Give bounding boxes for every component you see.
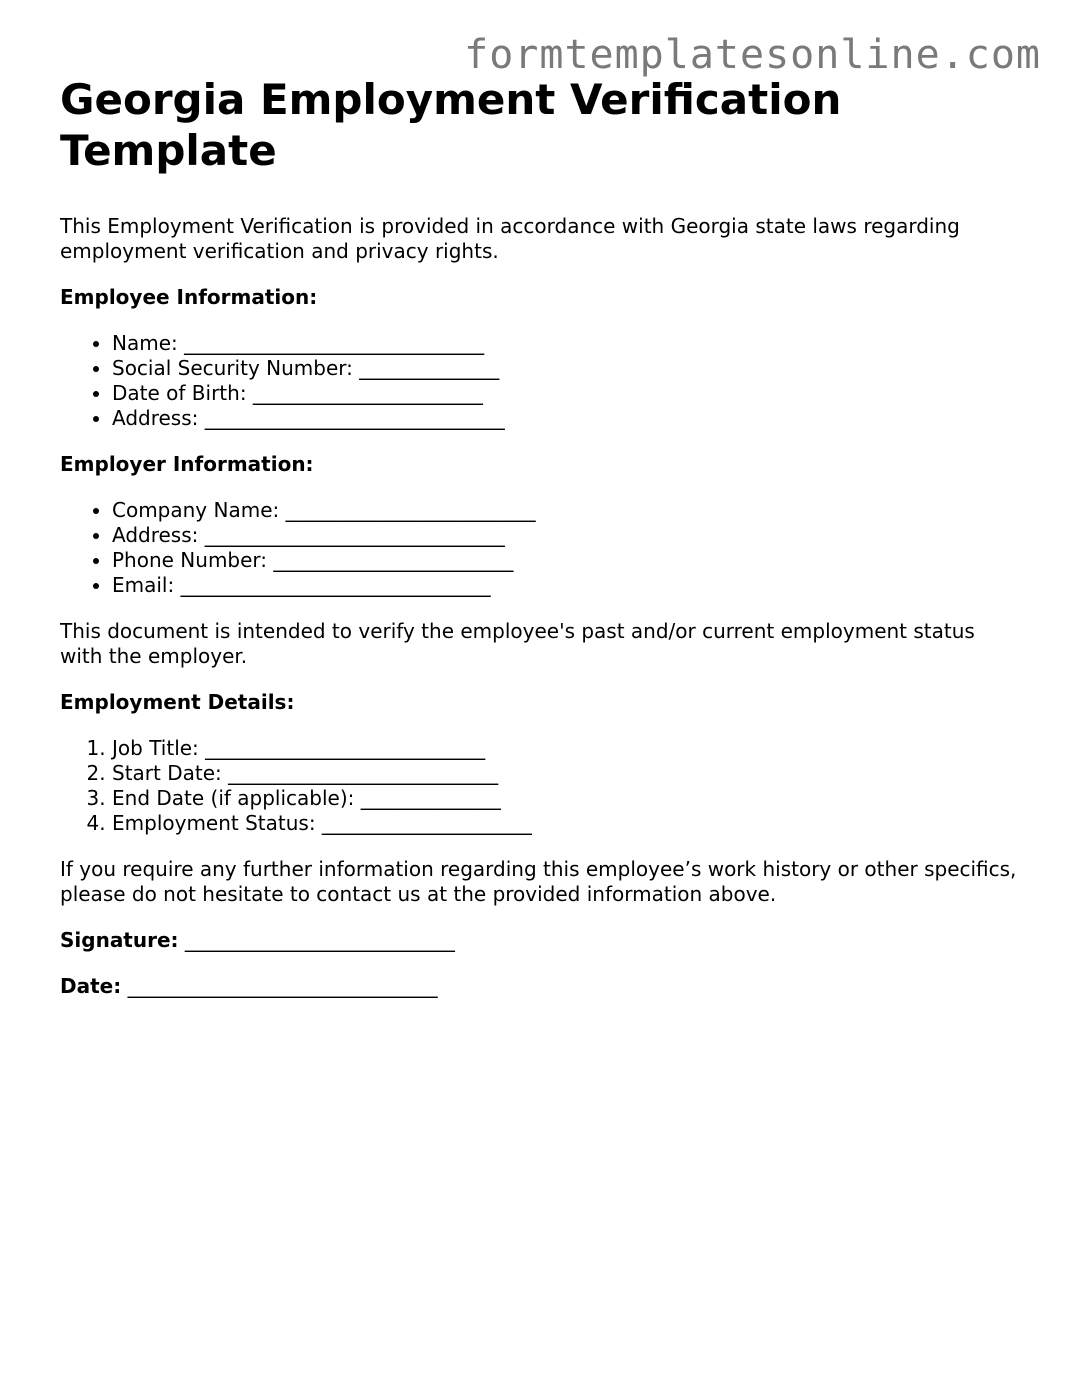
date-line bbox=[60, 974, 1020, 999]
employee-info-list bbox=[60, 331, 1020, 431]
employee-dob-field: • Date of Birth: _______________________ bbox=[112, 381, 1020, 406]
signature-blank: ___________________________ bbox=[184, 928, 455, 952]
employer-info-list bbox=[60, 498, 1020, 598]
employee-ssn-field: • Social Security Number: ______________ bbox=[112, 356, 1020, 381]
date-blank: _______________________________ bbox=[127, 974, 438, 998]
employer-company-field: • Company Name: _________________________ bbox=[112, 498, 1020, 523]
employee-address-field: • Address: ______________________________ bbox=[112, 406, 1020, 431]
employment-status-field: 4. Employment Status: _____________________ bbox=[112, 811, 1020, 836]
document-title: Georgia Employment Verification Template bbox=[60, 75, 842, 175]
employment-details-list bbox=[60, 736, 1020, 836]
employer-info-heading: Employer Information: bbox=[60, 452, 314, 476]
date-label: Date: bbox=[60, 974, 122, 998]
employer-address-field: • Address: ______________________________ bbox=[112, 523, 1020, 548]
closing-paragraph: If you require any further information regarding this employee’s work history or other specifics, please do not hesitate to contact us at the provided information above. bbox=[60, 857, 1017, 906]
signature-label: Signature: bbox=[60, 928, 179, 952]
intro-paragraph: This Employment Verification is provided in accordance with Georgia state laws regarding employment verification and privacy rights. bbox=[60, 214, 960, 263]
purpose-paragraph: This document is intended to verify the employee's past and/or current employment status with the employer. bbox=[60, 619, 975, 668]
end-date-field: 3. End Date (if applicable): ______________ bbox=[112, 786, 1020, 811]
employer-email-field: • Email: _______________________________ bbox=[112, 573, 1020, 598]
employee-info-heading: Employee Information: bbox=[60, 285, 318, 309]
document-page bbox=[60, 74, 1020, 999]
employment-details-heading: Employment Details: bbox=[60, 690, 295, 714]
employer-phone-field: • Phone Number: ________________________ bbox=[112, 548, 1020, 573]
watermark: formtemplatesonline.com bbox=[464, 32, 1041, 78]
job-title-field: 1. Job Title: ____________________________ bbox=[112, 736, 1020, 761]
employee-name-field: • Name: ______________________________ bbox=[112, 331, 1020, 356]
signature-line bbox=[60, 928, 1020, 953]
start-date-field: 2. Start Date: ___________________________ bbox=[112, 761, 1020, 786]
